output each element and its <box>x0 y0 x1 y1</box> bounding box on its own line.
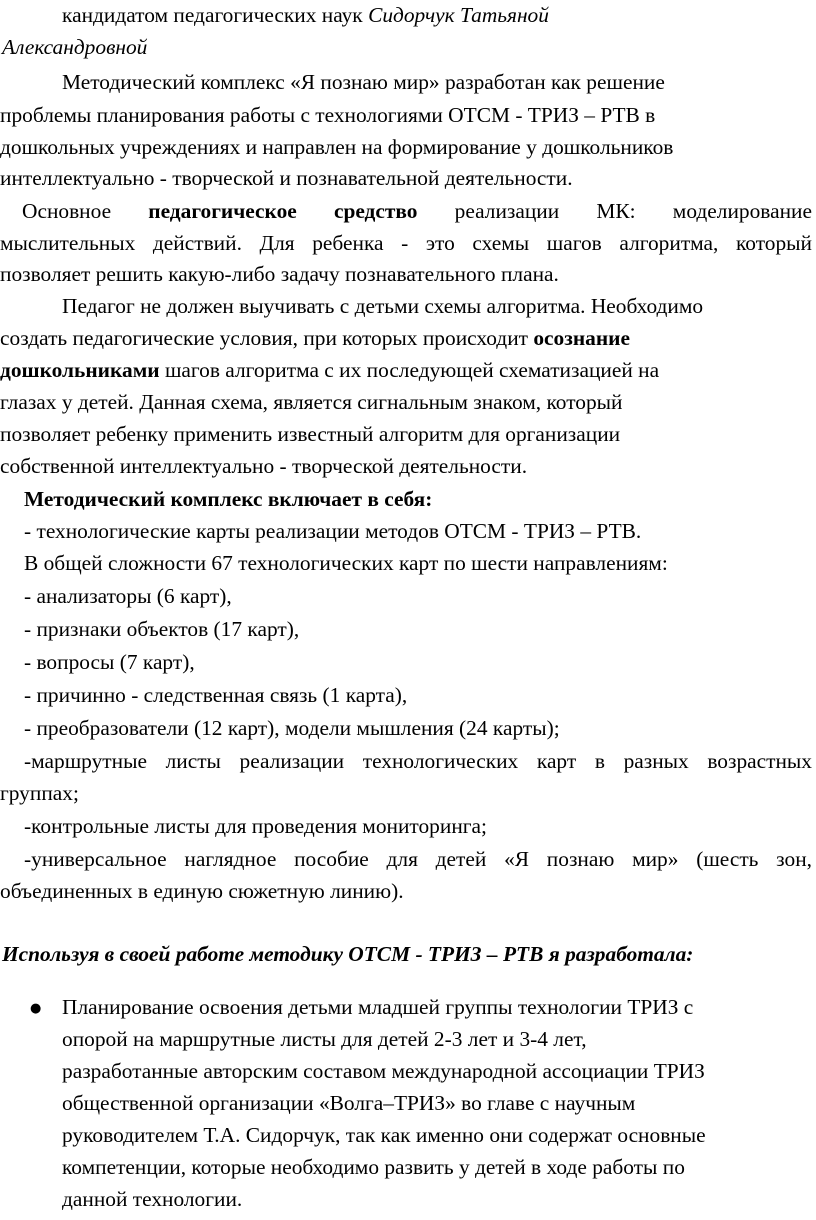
list-item: -маршрутные листы реализации технологических карт в разных возрастных <box>24 749 812 773</box>
paragraph-line: дошкольных учреждениях и направлен на формирование у дошкольников <box>0 135 674 159</box>
list-item: - причинно - следственная связь (1 карта), <box>24 683 408 707</box>
author-name: Сидорчук Татьяной <box>368 3 549 27</box>
list-item: - анализаторы (6 карт), <box>24 584 232 608</box>
paragraph-line: собственной интеллектуально - творческой деятельности. <box>0 454 528 478</box>
key-term: педагогическое средство <box>148 199 418 223</box>
paragraph-line: Основное педагогическое средство реализации МК: моделирование <box>22 199 812 223</box>
bullet-line: компетенции, которые необходимо развить у детей в ходе работы по <box>62 1155 685 1179</box>
bullet-icon: ● <box>30 1001 42 1016</box>
complex-heading: Методический комплекс включает в себя: <box>24 487 433 511</box>
list-item: - вопросы (7 карт), <box>24 650 195 674</box>
paragraph-line: интеллектуально - творческой и познавательной деятельности. <box>0 166 573 190</box>
bullet-line: опорой на маршрутные листы для детей 2-3 лет и 3-4 лет, <box>62 1027 587 1051</box>
paragraph-line: создать педагогические условия, при которых происходит осознание <box>0 326 630 350</box>
bullet-line: данной технологии. <box>62 1187 243 1211</box>
paragraph-line: позволяет решить какую-либо задачу познавательного плана. <box>0 262 559 286</box>
paragraph-line: позволяет ребенку применить известный алгоритм для организации <box>0 422 621 446</box>
key-term: дошкольниками <box>0 358 160 382</box>
paragraph-line: Методический комплекс «Я познаю мир» разработан как решение <box>62 70 665 94</box>
paragraph-line: проблемы планирования работы с технологиями ОТСМ - ТРИЗ – РТВ в <box>0 103 656 127</box>
bullet-line: руководителем Т.А. Сидорчук, так как именно они содержат основные <box>62 1123 706 1147</box>
paragraph-line: мыслительных действий. Для ребенка - это схемы шагов алгоритма, который <box>0 231 812 255</box>
paragraph-line: глазах у детей. Данная схема, является сигнальным знаком, который <box>0 390 623 414</box>
bullet-line: Планирование освоения детьми младшей группы технологии ТРИЗ с <box>62 995 694 1019</box>
bullet-line: общественной организации «Волга–ТРИЗ» во главе с научным <box>62 1091 636 1115</box>
author-line: кандидатом педагогических наук Сидорчук Татьяной <box>62 3 549 27</box>
list-item-continuation: группах; <box>0 781 79 805</box>
list-item: - преобразователи (12 карт), модели мышления (24 карты); <box>24 716 560 740</box>
list-item: - технологические карты реализации методов ОТСМ - ТРИЗ – РТВ. <box>24 519 642 543</box>
list-item: - признаки объектов (17 карт), <box>24 617 300 641</box>
list-item-continuation: объединенных в единую сюжетную линию). <box>0 879 404 903</box>
bullet-line: разработанные авторским составом международной ассоциации ТРИЗ <box>62 1059 705 1083</box>
section-heading: Используя в своей работе методику ОТСМ - ТРИЗ – РТВ я разработала: <box>2 942 694 966</box>
author-patronymic: Александровной <box>2 35 148 59</box>
paragraph-line: Педагог не должен выучивать с детьми схемы алгоритма. Необходимо <box>62 294 704 318</box>
key-term: осознание <box>533 326 630 350</box>
list-item: В общей сложности 67 технологических карт по шести направлениям: <box>24 551 668 575</box>
paragraph-line: дошкольниками шагов алгоритма с их последующей схематизацией на <box>0 358 660 382</box>
list-item: -контрольные листы для проведения мониторинга; <box>24 814 487 838</box>
list-item: -универсальное наглядное пособие для детей «Я познаю мир» (шесть зон, <box>24 847 812 871</box>
